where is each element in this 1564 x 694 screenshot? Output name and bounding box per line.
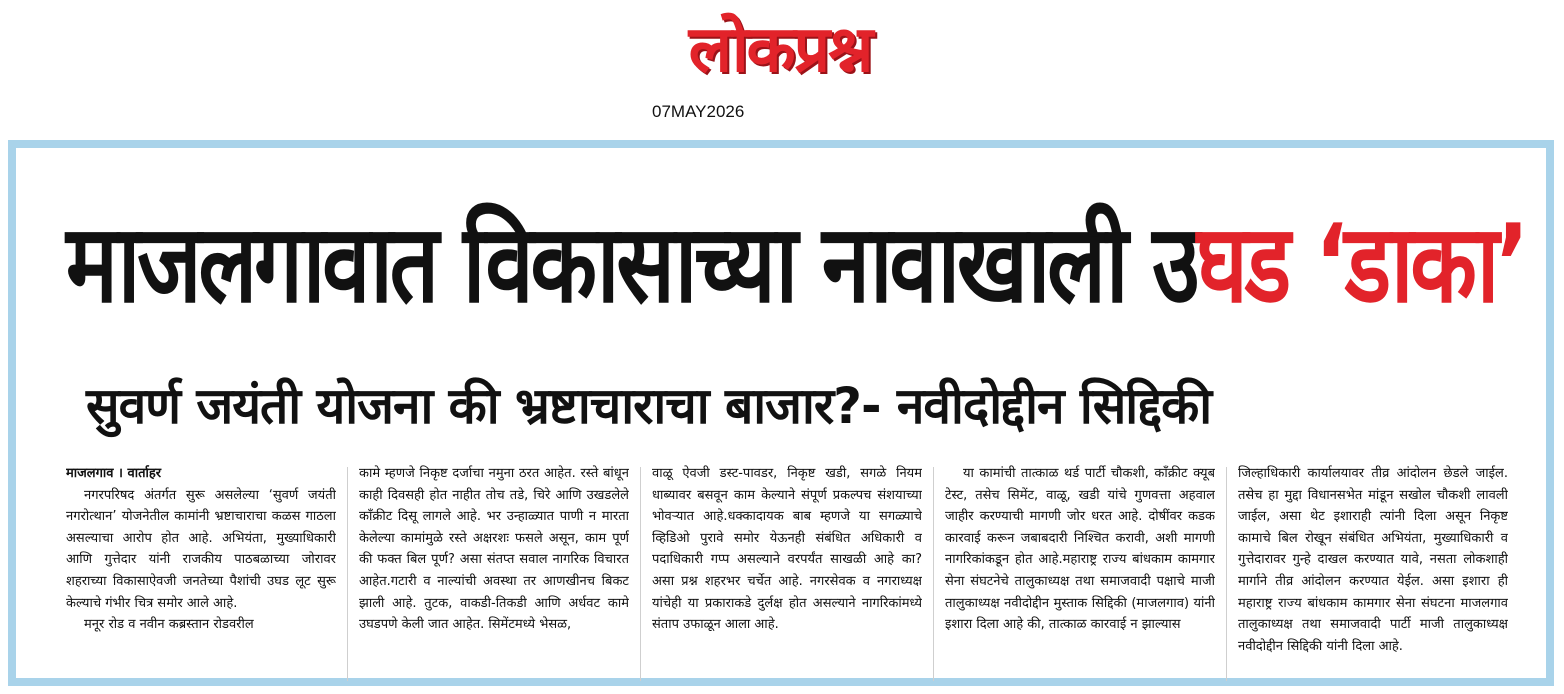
- article-column-3: [652, 463, 922, 683]
- column-divider: [1226, 467, 1227, 681]
- paragraph: वाळू ऐवजी डस्ट-पावडर, निकृष्ट खडी, सगळे नियम धाब्यावर बसवून काम केल्याने संपूर्ण प्रकल्पच संशयाच्या भोवऱ्यात आहे.धक्कादायक बाब म्हणजे या सगळ्याचे व्हिडिओ पुरावे समोर येऊनही संबंधित अधिकारी व पदाधिकारी गप्प असल्याने वरपर्यंत साखळी आहे का? असा प्रश्न शहरभर चर्चेत आहे. नगरसेवक व नगराध्यक्ष यांचेही या प्रकाराकडे दुर्लक्ष होत असल्याने नागरिकांमध्ये संताप उफाळून आला आहे.: [652, 466, 922, 633]
- paragraph: जिल्हाधिकारी कार्यालयावर तीव्र आंदोलन छेडले जाईल. तसेच हा मुद्दा विधानसभेत मांडून सखोल चौकशी लावली जाईल, असा थेट इशाराही त्यांनी दिला असून निकृष्ट कामाचे बिल रोखून संबंधित अभियंता, मुख्याधिकारी व गुत्तेदारावर गुन्हे दाखल करण्यात यावे, नसता लोकशाही मार्गाने तीव्र आंदोलन करण्यात येईल. असा इशारा ही महाराष्ट्र राज्य बांधकाम कामगार सेना संघटना माजलगाव तालुकाध्यक्ष तथा समाजवादी पार्टी माजी तालुकाध्यक्ष नवीदोद्दीन सिद्दिकी यांनी दिला आहे.: [1238, 466, 1508, 654]
- column-divider: [933, 467, 934, 681]
- news-clipping: [8, 140, 1554, 686]
- headline-black: माजलगावात विकासाच्या नावाखाली उ: [66, 202, 1197, 327]
- article-column-1: [66, 463, 336, 683]
- article-column-4: [945, 463, 1215, 683]
- headline-red: घड ‘डाका’: [1196, 202, 1526, 327]
- paragraph: मनूर रोड व नवीन कब्रस्तान रोडवरील: [84, 617, 254, 633]
- newspaper-logo: [640, 4, 920, 100]
- paragraph: कामे म्हणजे निकृष्ट दर्जाचा नमुना ठरत आहेत. रस्ते बांधून काही दिवसही होत नाहीत तोच तडे, चिरे आणि उखडलेले काँक्रीट दिसू लागले आहे. भर उन्हाळ्यात पाणी न मारता केलेल्या कामांमुळे रस्ते अक्षरशः फसले असून, काम पूर्ण की फक्त बिल पूर्ण? असा संतप्त सवाल नागरिक विचारत आहेत.गटारी व नाल्यांची अवस्था तर आणखीनच बिकट झाली आहे. तुटक, वाकडी-तिकडी आणि अर्धवट कामे उघडपणे केली जात आहेत. सिमेंटमध्ये भेसळ,: [359, 466, 629, 633]
- headline: [66, 200, 1526, 330]
- article-body: [66, 463, 1536, 683]
- logo-text: लोकप्रश्न: [688, 13, 872, 87]
- column-divider: [640, 467, 641, 681]
- paragraph: या कामांची तात्काळ थर्ड पार्टी चौकशी, काँक्रीट क्यूब टेस्ट, तसेच सिमेंट, वाळू, खडी यांचे गुणवत्ता अहवाल जाहीर करण्याची मागणी जोर धरत आहे. दोषींवर कडक कारवाई करून जबाबदारी निश्चित करावी, अशी मागणी नागरिकांकडून होत आहे.महाराष्ट्र राज्य बांधकाम कामगार सेना संघटनेचे तालुकाध्यक्ष तथा समाजवादी पक्षाचे माजी तालुकाध्यक्ष नवीदोद्दीन मुस्ताक सिद्दिकी (माजलगाव) यांनी इशारा दिला आहे की, तात्काळ कारवाई न झाल्यास: [945, 466, 1215, 633]
- masthead: [0, 0, 1564, 140]
- subheadline: सुवर्ण जयंती योजना की भ्रष्टाचाराचा बाजार?- नवीदोद्दीन सिद्दिकी: [86, 377, 1212, 435]
- paragraph: नगरपरिषद अंतर्गत सुरू असलेल्या ‘सुवर्ण जयंती नगरोत्थान’ योजनेतील कामांनी भ्रष्टाचाराचा कळस गाठला असल्याचा आरोप होत आहे. अभियंता, मुख्याधिकारी आणि गुत्तेदार यांनी राजकीय पाठबळाच्या जोरावर शहराच्या विकासाऐवजी जनतेच्या पैशांची उघड लूट सुरू केल्याचे गंभीर चित्र समोर आले आहे.: [66, 487, 336, 611]
- column-divider: [347, 467, 348, 681]
- dateline: माजलगाव । वार्ताहर: [66, 466, 162, 481]
- article-column-2: [359, 463, 629, 683]
- article-column-5: [1238, 463, 1508, 683]
- edition-date: 07MAY2026: [652, 102, 745, 121]
